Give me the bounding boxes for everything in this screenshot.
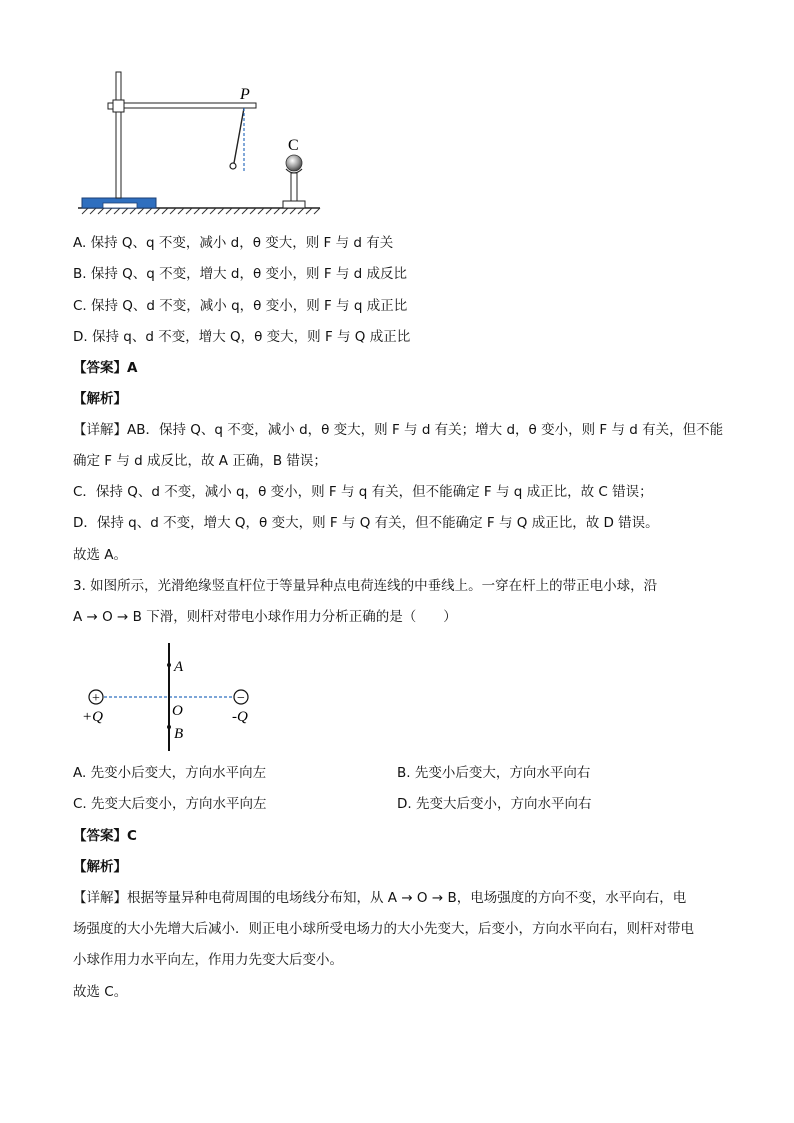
q2-option-a: A. 保持 Q、q 不变，减小 d，θ 变大，则 F 与 d 有关 bbox=[73, 235, 394, 251]
label-o: O bbox=[172, 703, 183, 719]
stand-base-slot bbox=[103, 203, 137, 208]
q3-option-d: D. 先变大后变小，方向水平向右 bbox=[397, 796, 592, 812]
q3-stem-line-2: A → O → B 下滑，则杆对带电小球作用力分析正确的是（ ） bbox=[73, 609, 457, 625]
q3-option-b: B. 先变小后变大，方向水平向右 bbox=[397, 765, 591, 781]
q3-conclusion: 故选 C。 bbox=[73, 984, 128, 1000]
q2-option-d: D. 保持 q、d 不变，增大 Q，θ 变大，则 F 与 Q 成正比 bbox=[73, 329, 411, 345]
label-plus-q: +Q bbox=[82, 709, 103, 725]
label-p: P bbox=[240, 86, 250, 103]
q2-conclusion: 故选 A。 bbox=[73, 547, 128, 563]
q3-stem-line-1: 3. 如图所示，光滑绝缘竖直杆位于等量异种点电荷连线的中垂线上。一穿在杆上的带正电小球，沿 bbox=[73, 578, 658, 594]
q2-answer: 【答案】A bbox=[73, 360, 138, 376]
ground-hatching bbox=[82, 208, 320, 214]
q2-option-b: B. 保持 Q、q 不变，增大 d，θ 变小，则 F 与 d 成反比 bbox=[73, 266, 408, 282]
stand-clamp bbox=[113, 100, 124, 112]
q3-analysis-label: 【解析】 bbox=[73, 859, 127, 875]
stand-horizontal-arm bbox=[124, 103, 256, 108]
figure-pendulum-apparatus bbox=[70, 65, 330, 215]
q2-detail-line-2: 确定 F 与 d 成反比，故 A 正确，B 错误； bbox=[73, 453, 327, 469]
pendulum-ball bbox=[230, 163, 236, 169]
point-a bbox=[167, 663, 171, 667]
q2-detail-line-1: 【详解】AB．保持 Q、q 不变，减小 d，θ 变大，则 F 与 d 有关；增大 d，θ 变小，则 F 与 d 有关，但不能 bbox=[73, 422, 724, 438]
q3-detail-line-1: 【详解】根据等量异种电荷周围的电场线分布知，从 A → O → B，电场强度的方向不变，水平向右，电 bbox=[73, 890, 687, 906]
label-a: A bbox=[174, 659, 184, 675]
q3-detail-line-3: 小球作用力水平向左，作用力先变大后变小。 bbox=[73, 952, 343, 968]
q3-option-a: A. 先变小后变大，方向水平向左 bbox=[73, 765, 267, 781]
label-minus-q: -Q bbox=[232, 709, 248, 725]
sphere-stand-base bbox=[283, 201, 305, 208]
q2-detail-line-3: C．保持 Q、d 不变，减小 q，θ 变小，则 F 与 q 有关，但不能确定 F 与 q 成正比，故 C 错误； bbox=[73, 484, 653, 500]
point-b bbox=[167, 725, 171, 729]
q2-detail-line-4: D．保持 q、d 不变，增大 Q，θ 变大，则 F 与 Q 有关，但不能确定 F 与 Q 成正比，故 D 错误。 bbox=[73, 515, 659, 531]
negative-charge-symbol: − bbox=[237, 691, 245, 706]
figure-charges-rod bbox=[80, 638, 270, 758]
q3-detail-line-2: 场强度的大小先增大后减小．则正电小球所受电场力的大小先变大，后变小，方向水平向右，则杆对带电 bbox=[73, 921, 694, 937]
label-b: B bbox=[174, 726, 184, 742]
positive-charge-symbol: + bbox=[92, 691, 100, 706]
sphere-stand-post bbox=[291, 173, 297, 201]
q2-analysis-label: 【解析】 bbox=[73, 391, 127, 407]
pendulum-string bbox=[234, 108, 244, 163]
stand-vertical-rod bbox=[116, 72, 121, 198]
charged-sphere-c bbox=[286, 155, 302, 171]
label-c: C bbox=[288, 137, 299, 154]
stand-clamp-screw bbox=[108, 103, 113, 109]
q2-option-c: C. 保持 Q、d 不变，减小 q，θ 变小，则 F 与 q 成正比 bbox=[73, 298, 408, 314]
q3-option-c: C. 先变大后变小，方向水平向左 bbox=[73, 796, 267, 812]
q3-answer: 【答案】C bbox=[73, 828, 137, 844]
